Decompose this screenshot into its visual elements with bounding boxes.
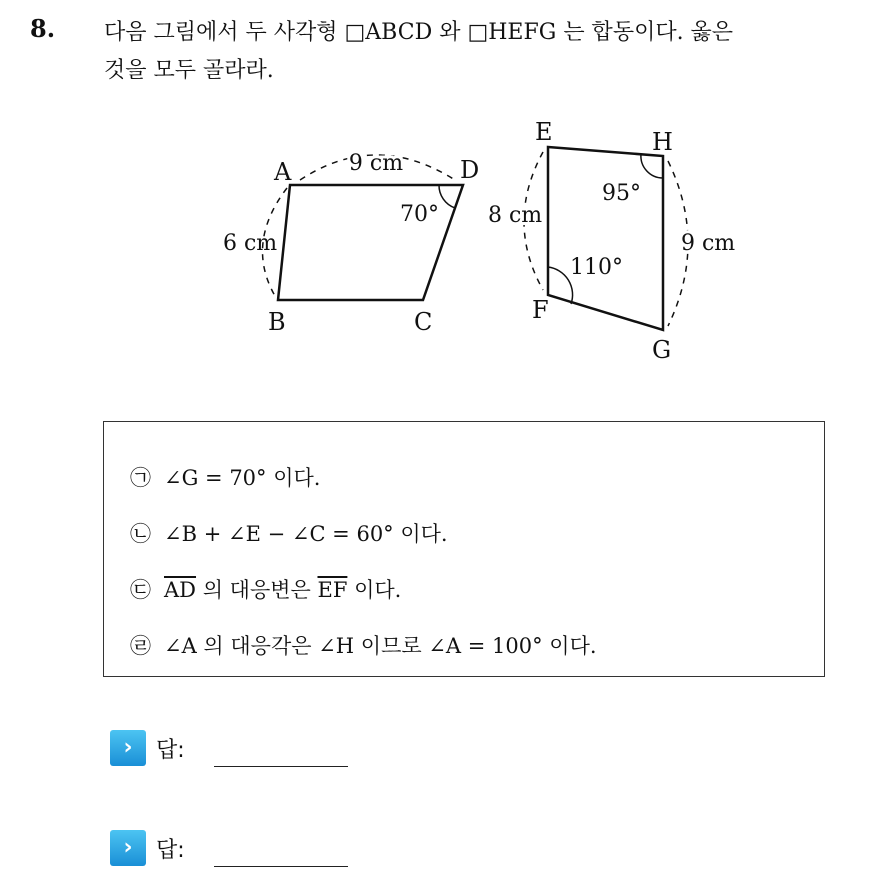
angle-label-f: 110° bbox=[570, 255, 623, 280]
quadrilateral-hefg bbox=[548, 147, 663, 330]
side-label-ab: 6 cm bbox=[223, 231, 278, 256]
angle-mark-h bbox=[641, 154, 663, 178]
vertex-label-a: A bbox=[274, 158, 292, 186]
answer-label: 답: bbox=[156, 837, 185, 863]
option-marker: ㉡ bbox=[130, 522, 151, 546]
option-1 bbox=[130, 462, 320, 492]
answer-blank-2[interactable] bbox=[214, 866, 348, 867]
option-text-end: 이다. bbox=[347, 578, 402, 602]
option-text: ∠B + ∠E − ∠C = 60° 이다. bbox=[164, 522, 448, 546]
options-box bbox=[103, 421, 825, 677]
answer-row-1 bbox=[110, 730, 185, 766]
question-number: 8. bbox=[30, 14, 56, 43]
option-marker: ㉠ bbox=[130, 466, 151, 490]
answer-label: 답: bbox=[156, 737, 185, 763]
side-label-ef: 8 cm bbox=[488, 203, 543, 228]
arrow-right-icon: › bbox=[110, 730, 146, 766]
option-4 bbox=[130, 630, 597, 660]
option-marker: ㉢ bbox=[130, 578, 151, 602]
question-line-2: 것을 모두 골라라. bbox=[104, 58, 274, 83]
angle-label-h: 95° bbox=[602, 181, 641, 206]
vertex-label-h: H bbox=[652, 128, 673, 156]
segment-ad: $\overline{AD}$ bbox=[164, 578, 197, 602]
option-text: ∠A 의 대응각은 ∠H 이므로 ∠A = 100° 이다. bbox=[164, 634, 597, 658]
angle-mark-d bbox=[439, 185, 455, 208]
question-line-1: 다음 그림에서 두 사각형 □ABCD 와 □HEFG 는 합동이다. 옳은 bbox=[104, 20, 734, 45]
answer-blank-1[interactable] bbox=[214, 766, 348, 767]
option-marker: ㉣ bbox=[130, 634, 151, 658]
vertex-label-g: G bbox=[652, 336, 672, 364]
side-label-ad: 9 cm bbox=[348, 151, 404, 176]
option-text-mid: 의 대응변은 bbox=[196, 578, 318, 602]
option-2 bbox=[130, 518, 448, 548]
arrow-right-icon: › bbox=[110, 830, 146, 866]
answer-row-2 bbox=[110, 830, 185, 866]
side-label-hg: 9 cm bbox=[681, 231, 736, 256]
option-text: ∠G = 70° 이다. bbox=[164, 466, 321, 490]
vertex-label-c: C bbox=[414, 308, 433, 336]
option-3 bbox=[130, 574, 401, 604]
vertex-label-f: F bbox=[532, 296, 549, 324]
vertex-label-b: B bbox=[268, 308, 286, 336]
vertex-label-e: E bbox=[535, 118, 553, 146]
vertex-label-d: D bbox=[460, 156, 480, 184]
segment-ef: $\overline{EF}$ bbox=[317, 578, 348, 602]
congruent-quadrilaterals-figure bbox=[0, 0, 884, 420]
angle-label-d: 70° bbox=[400, 202, 439, 227]
